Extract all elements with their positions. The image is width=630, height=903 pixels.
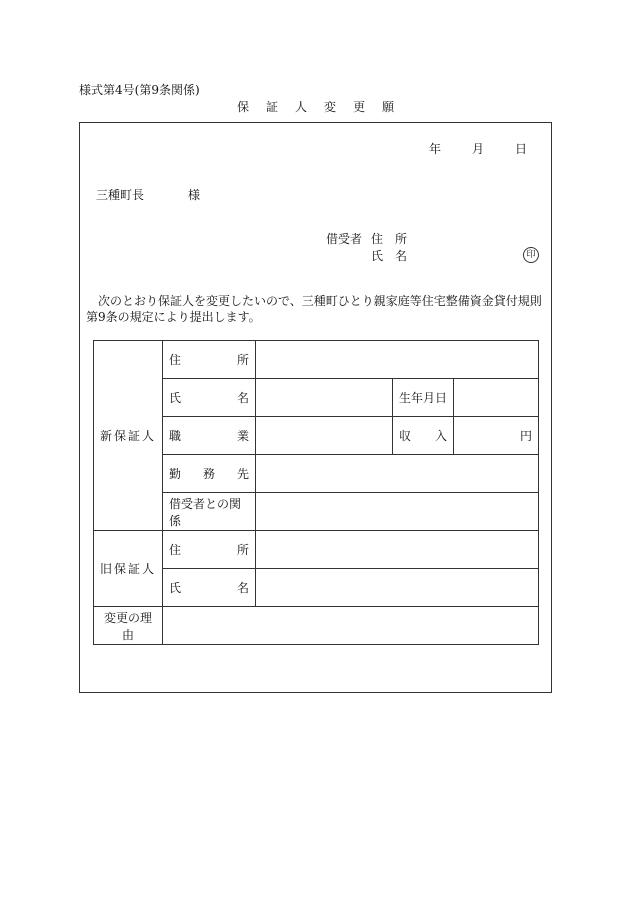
form-number: 様式第4号(第9条関係) [79, 83, 200, 97]
old-address-field[interactable] [256, 531, 539, 569]
income-field[interactable]: 円 [454, 417, 539, 455]
row-label: 収入 [393, 417, 454, 455]
addressee-name: 三種町長 [96, 188, 145, 202]
row-label: 借受者との関係 [163, 493, 256, 531]
table-row [94, 607, 539, 645]
row-label: 住所 [163, 531, 256, 569]
title-char: 願 [382, 100, 395, 114]
row-label: 生年月日 [393, 379, 454, 417]
date-line [429, 143, 527, 155]
new-guarantor-label: 新保証人 [94, 341, 163, 531]
table-row [94, 531, 539, 569]
title-char: 証 [266, 100, 279, 114]
title-char: 変 [324, 100, 337, 114]
new-name-field[interactable] [256, 379, 393, 417]
date-day[interactable]: 日 [514, 142, 527, 156]
occupation-field[interactable] [256, 417, 393, 455]
relation-field[interactable] [256, 493, 539, 531]
reason-field[interactable] [163, 607, 539, 645]
guarantor-table [93, 340, 539, 645]
title-char: 更 [353, 100, 366, 114]
honorific: 様 [188, 188, 201, 202]
row-label: 勤務先 [163, 455, 256, 493]
title-char: 保 [237, 100, 250, 114]
borrower-label: 借受者 [326, 232, 363, 246]
body-text: 次のとおり保証人を変更したいので、三種町ひとり親家庭等住宅整備資金貸付規則第9条の規定により提出します。 [86, 294, 542, 324]
borrower-address-field[interactable]: 住 所 [371, 232, 408, 246]
page-title [237, 101, 394, 113]
row-label: 職業 [163, 417, 256, 455]
reason-label: 変更の理由 [94, 607, 163, 645]
row-label: 氏名 [163, 569, 256, 607]
date-year[interactable]: 年 [428, 142, 441, 156]
form-frame [79, 122, 552, 693]
workplace-field[interactable] [256, 455, 539, 493]
old-name-field[interactable] [256, 569, 539, 607]
old-guarantor-label: 旧保証人 [94, 531, 163, 607]
addressee [96, 189, 200, 201]
table-row [94, 341, 539, 379]
new-address-field[interactable] [256, 341, 539, 379]
birthdate-field[interactable] [454, 379, 539, 417]
row-label: 住所 [163, 341, 256, 379]
title-char: 人 [295, 100, 308, 114]
date-month[interactable]: 月 [471, 142, 484, 156]
row-label: 氏名 [163, 379, 256, 417]
borrower-name-field[interactable]: 氏 名 [371, 249, 408, 263]
seal-icon: 印 [523, 247, 539, 263]
